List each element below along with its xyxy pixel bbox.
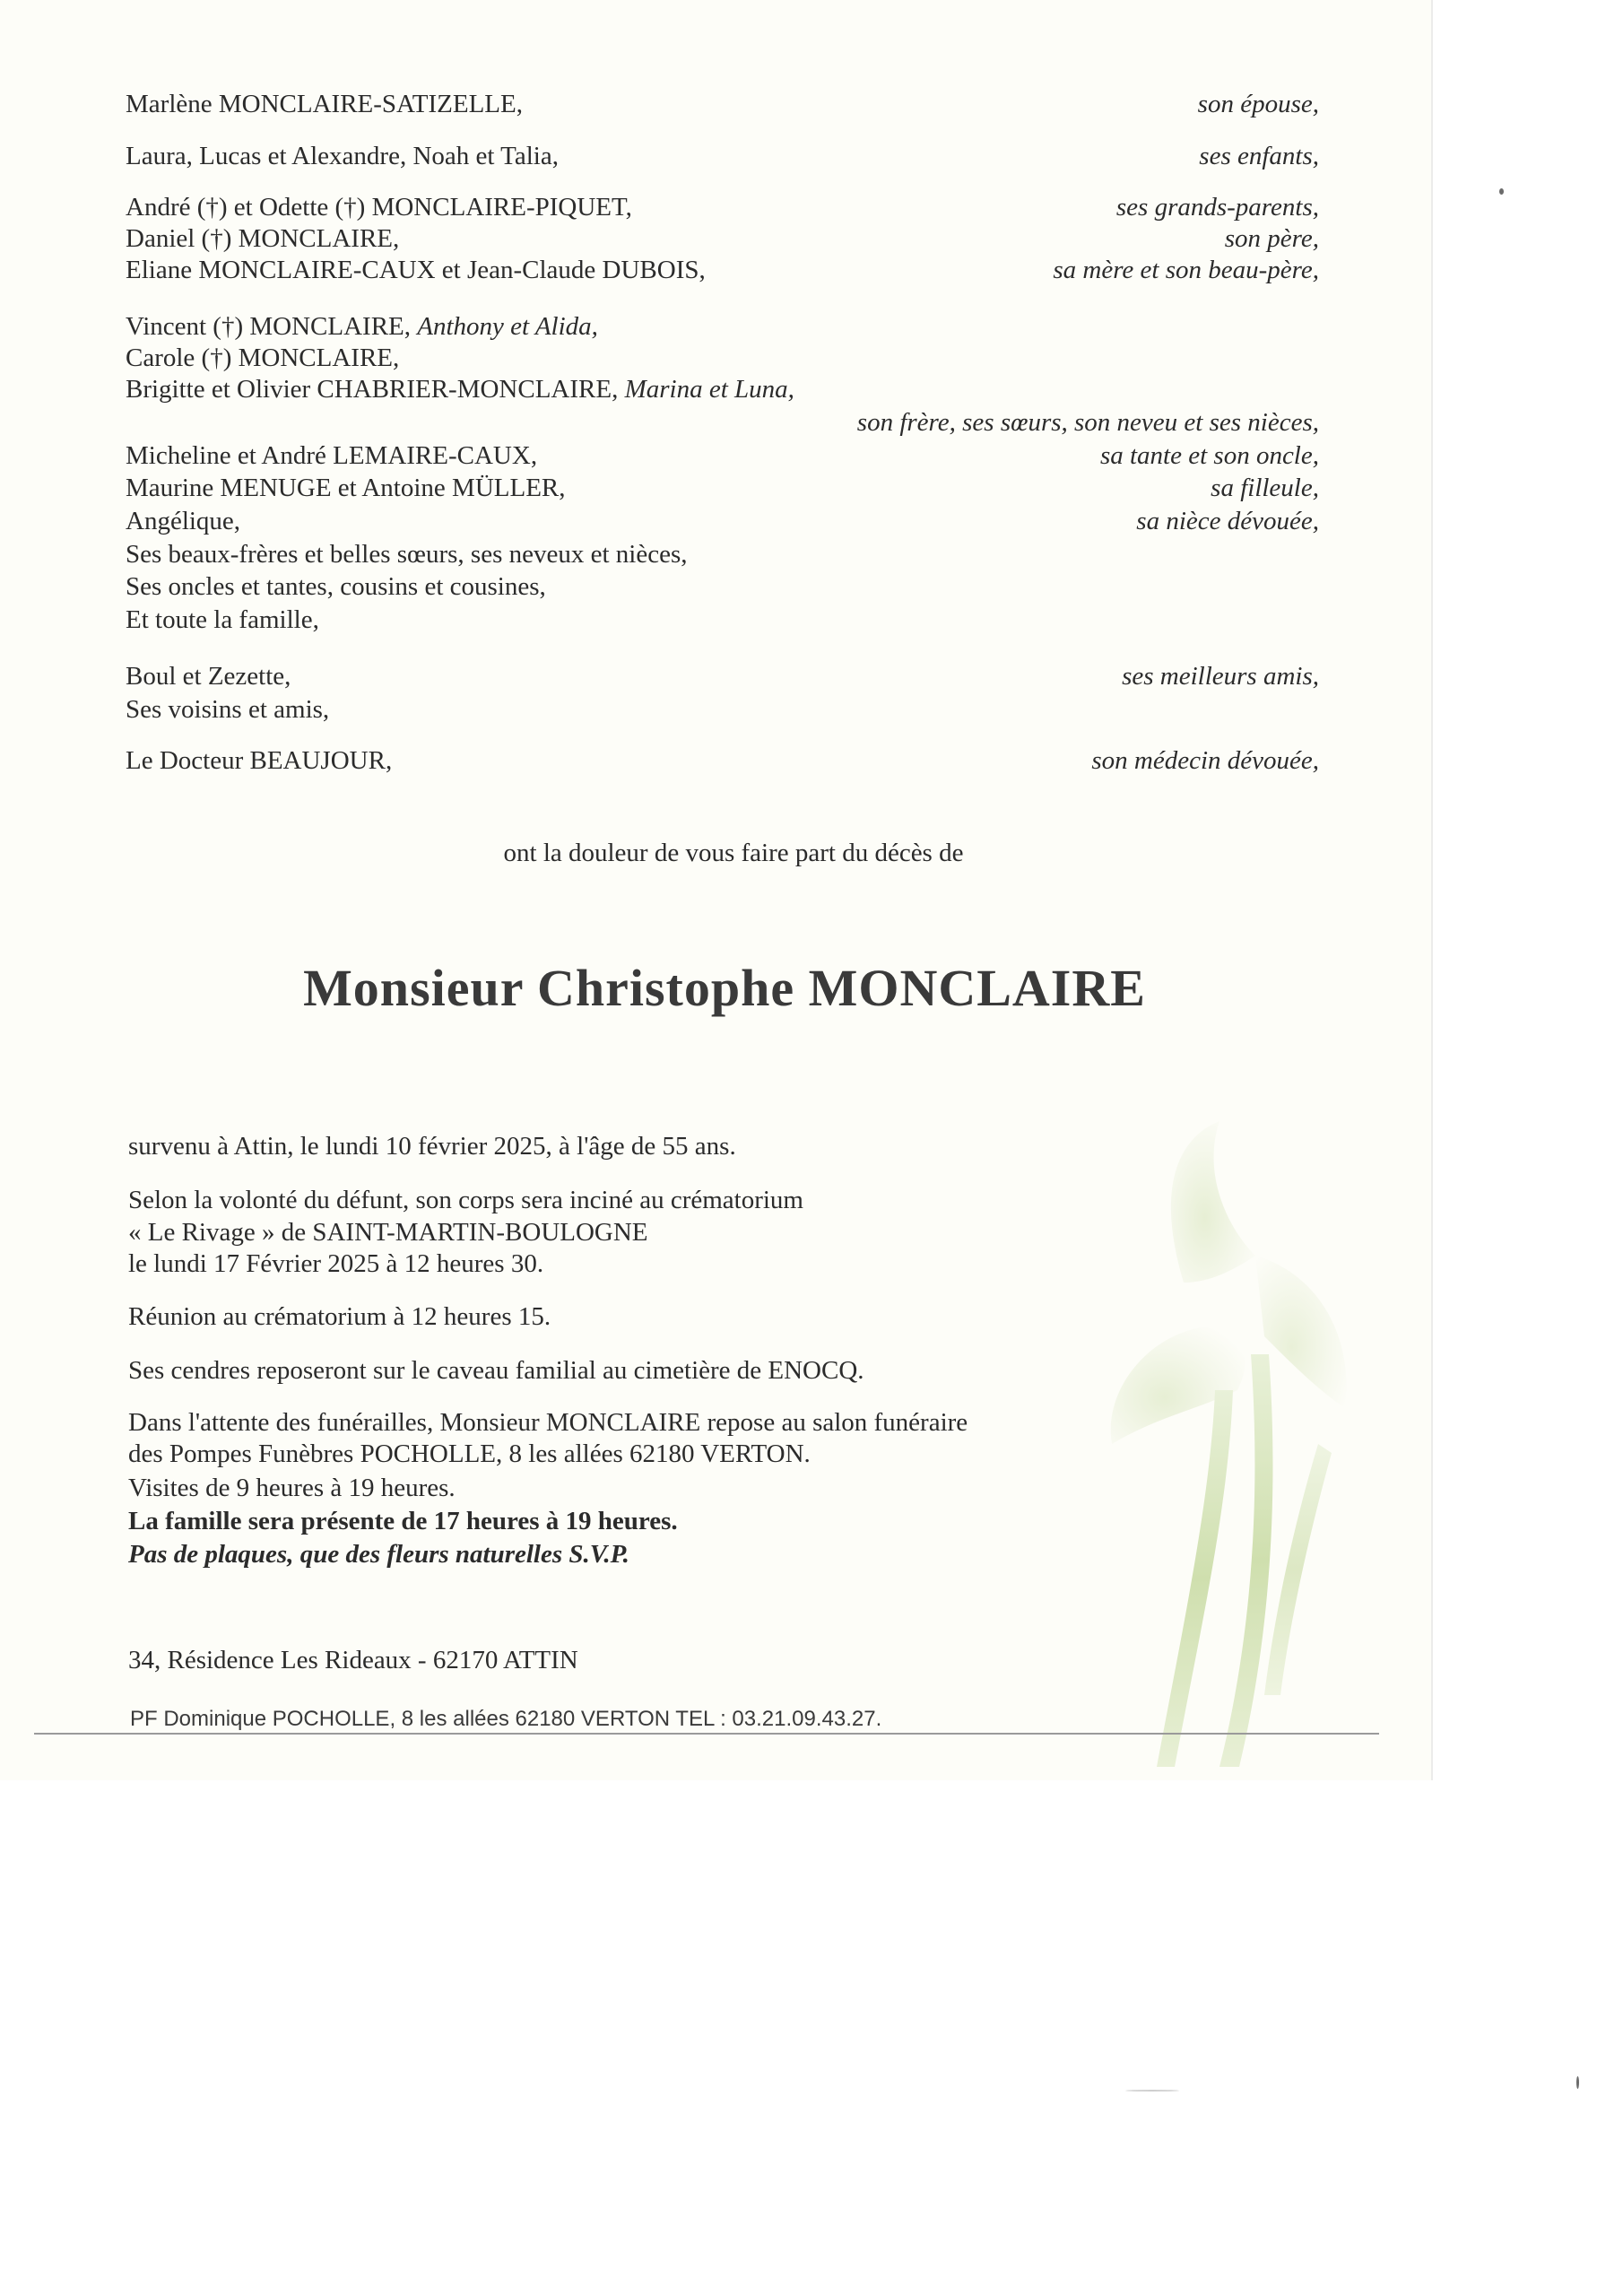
- detail-line: Ses cendres reposeront sur le caveau familial au cimetière de ENOCQ.: [128, 1356, 864, 1385]
- scan-speck: [1576, 2076, 1579, 2089]
- scan-speck: [1125, 2090, 1179, 2092]
- family-row: [126, 312, 1319, 348]
- family-name-main: Vincent (†) MONCLAIRE,: [126, 312, 412, 341]
- family-name: Micheline et André LEMAIRE-CAUX,: [126, 441, 538, 470]
- detail-line: Selon la volonté du défunt, son corps sera inciné au crématorium: [128, 1186, 803, 1214]
- family-row: [126, 605, 1319, 641]
- detail-line: Réunion au crématorium à 12 heures 15.: [128, 1302, 551, 1331]
- family-row: [126, 193, 1319, 229]
- family-name: Ses voisins et amis,: [126, 695, 330, 724]
- family-row: [126, 662, 1319, 698]
- family-row: [126, 224, 1319, 260]
- family-name: Daniel (†) MONCLAIRE,: [126, 224, 400, 253]
- family-row: [126, 746, 1319, 782]
- family-name: [126, 312, 598, 342]
- footer-rule: [34, 1733, 1379, 1735]
- family-name: [126, 375, 794, 404]
- family-name: Carole (†) MONCLAIRE,: [126, 344, 400, 372]
- family-row: [126, 90, 1319, 126]
- family-name: Eliane MONCLAIRE-CAUX et Jean-Claude DUBOIS,: [126, 256, 706, 284]
- family-relation: sa filleule,: [1211, 474, 1319, 502]
- detail-line-bold: La famille sera présente de 17 heures à 19 heures.: [128, 1507, 678, 1535]
- detail-line: survenu à Attin, le lundi 10 février 2025, à l'âge de 55 ans.: [128, 1132, 736, 1161]
- family-relation: son médecin dévouée,: [1091, 746, 1319, 775]
- family-relation: ses grands-parents,: [1115, 193, 1319, 222]
- family-name-main: Brigitte et Olivier CHABRIER-MONCLAIRE,: [126, 375, 619, 404]
- family-name: Le Docteur BEAUJOUR,: [126, 746, 393, 775]
- family-name: Ses beaux-frères et belles sœurs, ses neveux et nièces,: [126, 540, 688, 569]
- family-relation: son frère, ses sœurs, son neveu et ses nièces,: [856, 408, 1319, 437]
- home-address: 34, Résidence Les Rideaux - 62170 ATTIN: [128, 1646, 578, 1674]
- family-relation: son épouse,: [1197, 90, 1319, 118]
- family-name: Et toute la famille,: [126, 605, 319, 634]
- detail-line: le lundi 17 Février 2025 à 12 heures 30.: [128, 1249, 544, 1278]
- family-row: [126, 142, 1319, 178]
- family-relation: sa nièce dévouée,: [1136, 507, 1319, 535]
- family-relation: ses enfants,: [1199, 142, 1319, 170]
- family-relation: ses meilleurs amis,: [1122, 662, 1319, 691]
- detail-line: Visites de 9 heures à 19 heures.: [128, 1474, 456, 1502]
- detail-line-bold-italic: Pas de plaques, que des fleurs naturelles S.V.P.: [128, 1540, 629, 1569]
- family-name: Ses oncles et tantes, cousins et cousines,: [126, 572, 546, 601]
- family-name-children: Marina et Luna,: [624, 375, 794, 404]
- family-name: Laura, Lucas et Alexandre, Noah et Talia,: [126, 142, 559, 170]
- family-row: [126, 256, 1319, 291]
- family-relation: sa mère et son beau-père,: [1053, 256, 1319, 284]
- calla-lily-image: [1049, 1121, 1408, 1767]
- family-row: [126, 474, 1319, 509]
- family-relation: sa tante et son oncle,: [1099, 441, 1319, 470]
- funeral-home-footer: PF Dominique POCHOLLE, 8 les allées 62180 VERTON TEL : 03.21.09.43.27.: [130, 1707, 882, 1731]
- detail-line: Dans l'attente des funérailles, Monsieur MONCLAIRE repose au salon funéraire: [128, 1408, 968, 1437]
- family-row: [126, 441, 1319, 477]
- family-name: Maurine MENUGE et Antoine MÜLLER,: [126, 474, 566, 502]
- scan-speck: [1499, 188, 1504, 195]
- detail-line: « Le Rivage » de SAINT-MARTIN-BOULOGNE: [128, 1218, 648, 1247]
- announcement-intro: ont la douleur de vous faire part du décès de: [503, 839, 964, 867]
- family-row: [126, 344, 1319, 379]
- family-name: Marlène MONCLAIRE-SATIZELLE,: [126, 90, 523, 118]
- detail-line: des Pompes Funèbres POCHOLLE, 8 les allées 62180 VERTON.: [128, 1439, 811, 1468]
- family-row: [126, 507, 1319, 543]
- family-name-children: Anthony et Alida,: [417, 312, 598, 341]
- family-row: [126, 375, 1319, 411]
- family-name: Boul et Zezette,: [126, 662, 291, 691]
- family-row: [126, 695, 1319, 731]
- family-row: [126, 572, 1319, 608]
- deceased-name: Monsieur Christophe MONCLAIRE: [303, 959, 1146, 1017]
- family-row: [126, 408, 1319, 444]
- family-row: [126, 540, 1319, 576]
- family-name: Angélique,: [126, 507, 241, 535]
- family-relation: son père,: [1224, 224, 1319, 253]
- family-name: André (†) et Odette (†) MONCLAIRE-PIQUET,: [126, 193, 632, 222]
